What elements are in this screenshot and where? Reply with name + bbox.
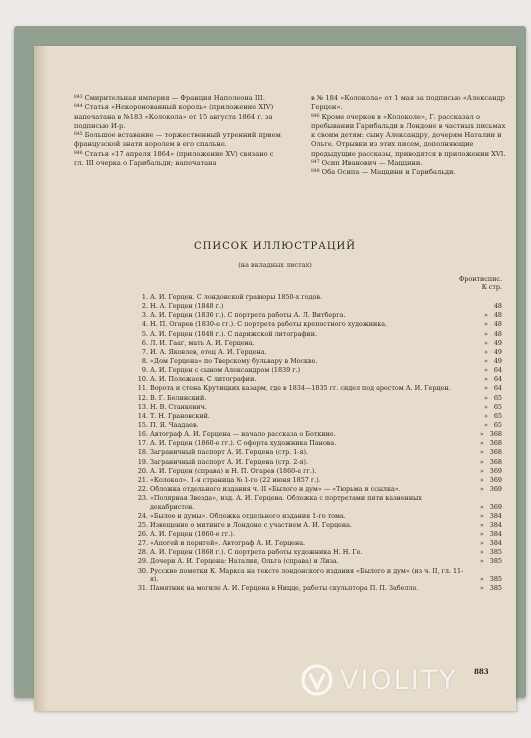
item-page	[468, 357, 502, 365]
item-title: А. И. Герцен с сыном Александром (1839 г.)	[150, 366, 301, 375]
item-page	[468, 311, 502, 319]
list-item	[137, 494, 502, 511]
item-page	[468, 348, 502, 356]
item-page-value: 384	[489, 511, 502, 520]
item-page-value: 384	[489, 529, 502, 538]
item-title: «Апогей и перигей». Автограф А. И. Герцена.	[150, 539, 306, 548]
item-page	[468, 421, 502, 429]
ditto-mark: »	[479, 502, 484, 511]
item-title: А. И. Герцен (1836 г.). С портрета работы А. Л. Витберга.	[150, 311, 346, 320]
list-item	[137, 521, 502, 529]
item-number: 13.	[137, 402, 148, 411]
item-number: 8.	[141, 356, 148, 365]
item-number: 11.	[137, 384, 148, 393]
footnote	[74, 103, 284, 131]
item-number: 3.	[141, 311, 148, 320]
footnote-text: в № 184 «Колокола» от 1 мая за подписью «Александр Герцен».	[311, 94, 505, 112]
item-page-value: 64	[493, 384, 502, 393]
list-item	[137, 339, 502, 347]
item-page	[468, 293, 502, 301]
footnote-number: 843	[74, 95, 83, 100]
item-page	[468, 530, 502, 538]
item-title: «Былое и думы». Обложка отдельного издания 1-го тома.	[150, 511, 346, 520]
item-title: Л. И. Гааг, мать А. И. Герцена.	[150, 338, 255, 347]
item-page	[468, 458, 502, 466]
ditto-mark: »	[483, 338, 488, 347]
item-number: 24.	[137, 511, 148, 520]
ditto-mark: »	[479, 520, 484, 529]
item-page	[468, 521, 502, 529]
item-page	[468, 320, 502, 328]
item-page-value: 368	[489, 430, 502, 439]
list-item	[137, 375, 502, 383]
item-page	[468, 512, 502, 520]
item-page	[468, 430, 502, 438]
item-page-value: 384	[489, 520, 502, 529]
item-page-value: 64	[493, 375, 502, 384]
footnote-text: Статья «17 апреля 1864» (приложение XV) связано с гл. III очерка о Гарибальди; напечатана	[74, 149, 274, 167]
item-page-value: 49	[493, 347, 502, 356]
item-title: В. Г. Белинский.	[150, 393, 207, 402]
list-item	[137, 394, 502, 402]
list-item	[137, 384, 502, 392]
item-page-value: 368	[489, 439, 502, 448]
ditto-mark: »	[479, 475, 484, 484]
item-title: Н. В. Станкевич.	[150, 402, 207, 411]
ditto-mark: »	[479, 484, 484, 493]
ditto-mark: »	[479, 457, 484, 466]
item-title: А. И. Герцен (1860-е гг.).	[150, 529, 235, 538]
ditto-mark: »	[483, 384, 488, 393]
item-page	[468, 503, 502, 511]
list-item	[137, 530, 502, 538]
item-number: 6.	[141, 338, 148, 347]
item-page	[468, 384, 502, 392]
item-page-value: 48	[493, 320, 502, 329]
item-number: 25.	[137, 520, 148, 529]
item-number: 1.	[141, 293, 148, 301]
item-title: Дочери А. И. Герцена: Наталия, Ольга (справа) и Лиза.	[150, 557, 339, 566]
item-number: 30.	[137, 566, 148, 575]
item-number: 2.	[141, 302, 148, 311]
ditto-mark: »	[479, 539, 484, 548]
item-page-value: 385	[489, 584, 502, 593]
item-title: А. И. Герцен (1848 г.). С парижской литографии.	[150, 329, 317, 338]
footnote-number: 847	[311, 159, 320, 165]
item-page	[468, 366, 502, 374]
ditto-mark: »	[483, 356, 488, 365]
ditto-mark: »	[479, 439, 484, 448]
list-item	[137, 311, 502, 319]
list-item	[137, 412, 502, 420]
list-item	[137, 357, 502, 365]
list-item	[137, 548, 502, 556]
item-title: А. И. Герцен. С лондонской гравюры 1850-х годов.	[150, 293, 322, 301]
ditto-mark: »	[479, 448, 484, 457]
item-page	[468, 485, 502, 493]
footnotes-left-column	[74, 94, 284, 168]
ditto-mark: »	[483, 411, 488, 420]
list-item	[137, 448, 502, 456]
ditto-mark: »	[479, 430, 484, 439]
ditto-mark: »	[479, 529, 484, 538]
item-number: 7.	[141, 347, 148, 356]
list-item	[137, 421, 502, 429]
item-page	[468, 584, 502, 592]
footnote	[311, 159, 507, 168]
footnotes-right-column	[311, 94, 507, 177]
page-column-label	[137, 283, 502, 291]
item-page	[468, 548, 502, 556]
list-item	[137, 302, 502, 310]
list-item	[137, 567, 502, 584]
ditto-mark: »	[483, 329, 488, 338]
ditto-mark: »	[483, 375, 488, 384]
item-page-value: 384	[489, 539, 502, 548]
item-number: 23.	[137, 494, 148, 503]
footnote	[311, 168, 507, 177]
item-number: 16.	[137, 430, 148, 439]
ditto-mark: »	[483, 366, 488, 375]
item-page-value: 368	[489, 448, 502, 457]
list-item	[137, 539, 502, 547]
footnote-text: Смирительная империя — Франция Наполеона III.	[84, 94, 265, 102]
footnote	[74, 94, 284, 103]
item-page	[468, 403, 502, 411]
item-title: Памятник на могиле А. И. Герцена в Ницце, работы скульптора П. П. Забелло.	[150, 584, 419, 593]
item-page	[468, 439, 502, 447]
page-subtitle: (на вкладных листах)	[238, 261, 312, 269]
item-number: 18.	[137, 448, 148, 457]
illustrations-list	[137, 293, 502, 593]
list-item	[137, 512, 502, 520]
ditto-mark: »	[479, 584, 484, 593]
item-title: Н. А. Герцен (1848 г.)	[150, 302, 224, 311]
item-page-value: 64	[493, 366, 502, 375]
item-title: А. И. Герцен (1860-е гг.). С офорта художника Панова.	[150, 439, 337, 448]
item-page-value: 65	[493, 411, 502, 420]
ditto-mark: »	[479, 574, 484, 583]
item-title: «Полярная Звезда», изд. А. И. Герцена. Обложка с портретами пяти казненных декабристов.	[150, 494, 422, 511]
list-item	[137, 467, 502, 475]
footnote-number: 848	[311, 169, 320, 174]
footnote	[74, 131, 284, 150]
item-page	[468, 330, 502, 338]
item-page-value: 49	[493, 338, 502, 347]
item-page-value: 369	[489, 502, 502, 511]
item-number: 9.	[141, 366, 148, 375]
item-title: Т. Н. Грановский.	[150, 411, 210, 420]
item-title: «Колокол». 1-я страница № 1-го (22 июня 1857 г.).	[150, 475, 321, 484]
item-title: Извещение о митинге в Лондоне с участием А. И. Герцена.	[150, 520, 352, 529]
item-page-value: 385	[489, 557, 502, 566]
item-number: 4.	[141, 320, 148, 329]
item-page-value: 48	[493, 311, 502, 320]
list-item	[137, 320, 502, 328]
item-number: 20.	[137, 466, 148, 475]
item-page	[468, 575, 502, 583]
item-number: 29.	[137, 557, 148, 566]
item-page-value: 385	[489, 548, 502, 557]
ditto-mark: »	[479, 466, 484, 475]
footnote-text: Статья «Некоронованный король» (приложение XIV) напечатана в №183 «Колокола» от 15 августа 1864 г. за подписью И-р.	[74, 103, 274, 130]
item-number: 14.	[137, 411, 148, 420]
footnote-text: Осип Иванович — Маццини.	[321, 158, 423, 167]
item-page-value: 368	[489, 457, 502, 466]
item-page	[468, 302, 502, 310]
list-item	[137, 293, 502, 301]
item-number: 17.	[137, 439, 148, 448]
page-column-label-text: К стр.	[481, 283, 502, 291]
item-title: Заграничный паспорт А. И. Герцена (стр. 2-я).	[150, 457, 309, 466]
footnote-number: 846	[311, 113, 320, 119]
ditto-mark: »	[483, 402, 488, 411]
item-number: 21.	[137, 475, 148, 484]
footnote-number: 846	[74, 150, 83, 156]
item-number: 26.	[137, 529, 148, 538]
item-title: Н. П. Огарев (1830-е гг.). С портрета работы крепостного художника.	[150, 320, 388, 329]
item-page-value: 385	[489, 574, 502, 583]
ditto-mark: »	[479, 511, 484, 520]
footnote	[74, 150, 284, 169]
list-item	[137, 430, 502, 438]
item-page	[468, 448, 502, 456]
ditto-mark: »	[483, 393, 488, 402]
item-page-value: 48	[493, 329, 502, 338]
item-title: А. И. Герцен (1868 г.). С портрета работы художника Н. Н. Ге.	[150, 548, 363, 557]
footnote	[311, 113, 507, 159]
item-page-value: 48	[493, 302, 502, 311]
footnote-text: Кроме очерков в «Колоколе», Г. рассказал о пребывании Гарибальди в Лондоне в частных письмах к своим детям: сыну Александру, дочерям Наталии и Ольге. Отрывки из этих писем, дополняющие предыдущие рассказы, приводятся в приложении XVI.	[311, 112, 506, 158]
item-title: «Дом Герцена» по Тверскому бульвару в Москве.	[150, 356, 318, 365]
list-item	[137, 403, 502, 411]
item-page-value: 369	[489, 484, 502, 493]
item-page-value: 65	[493, 420, 502, 429]
item-title: И. А. Яковлев, отец А. И. Герцена.	[150, 347, 267, 356]
list-item	[137, 330, 502, 338]
item-number: 19.	[137, 457, 148, 466]
ditto-mark: »	[479, 557, 484, 566]
item-title: П. Я. Чаадаев.	[150, 420, 199, 429]
item-number: 22.	[137, 484, 148, 493]
footnote-number: 844	[74, 104, 83, 110]
ditto-mark: »	[483, 347, 488, 356]
watermark-logo-icon	[300, 663, 334, 697]
item-page	[468, 412, 502, 420]
item-title: А. И. Герцен (справа) и Н. П. Огарев (1860-е гг.).	[150, 466, 317, 475]
item-title: Русские пометки К. Маркса на тексте лондонского издания «Былого и дум» (из ч. II, гл. 11-я).	[150, 566, 464, 583]
ditto-mark: »	[479, 548, 484, 557]
item-page	[468, 339, 502, 347]
list-item	[137, 476, 502, 484]
ditto-mark: »	[483, 320, 488, 329]
footnote	[311, 94, 507, 113]
footnote-text: Оба Осипа — Маццини и Гарибальди.	[321, 168, 456, 176]
list-item	[137, 557, 502, 565]
item-number: 12.	[137, 393, 148, 402]
item-page-value: 65	[493, 402, 502, 411]
item-title: Автограф А. И. Герцена — начало рассказа о Боткине.	[150, 430, 336, 439]
list-item	[137, 485, 502, 493]
item-title: А. И. Полежаев. С литографии.	[150, 375, 257, 384]
item-page-value: 369	[489, 475, 502, 484]
item-title: Заграничный паспорт А. И. Герцена (стр. 1-я).	[150, 448, 309, 457]
page-number: 883	[474, 667, 489, 676]
item-number: 15.	[137, 420, 148, 429]
item-number: 31.	[137, 584, 148, 593]
list-item	[137, 366, 502, 374]
watermark-text: VIOLITY	[340, 664, 458, 696]
frontispiece-label: Фронтиспис.	[458, 275, 502, 283]
book-page	[34, 46, 516, 711]
item-page-value: 49	[493, 356, 502, 365]
item-title: Ворота и стена Крутицких казарм, где в 1834—1835 гг. сидел под арестом А. И. Герцен.	[150, 384, 451, 393]
list-item	[137, 348, 502, 356]
list-item	[137, 458, 502, 466]
item-page	[468, 467, 502, 475]
list-item	[137, 584, 502, 592]
item-page-value: 65	[493, 393, 502, 402]
item-number: 27.	[137, 539, 148, 548]
item-number: 28.	[137, 548, 148, 557]
page-title: СПИСОК ИЛЛЮСТРАЦИЙ	[194, 241, 356, 252]
item-page	[468, 557, 502, 565]
watermark	[300, 663, 458, 697]
item-page	[468, 539, 502, 547]
item-page-value: 369	[489, 466, 502, 475]
ditto-mark: »	[483, 420, 488, 429]
item-page	[468, 394, 502, 402]
item-number: 5.	[141, 329, 148, 338]
list-item	[137, 439, 502, 447]
ditto-mark: »	[483, 311, 488, 320]
footnote-text: Большое вставание — торжественный утренний прием французской знати королем в его спальне.	[74, 131, 281, 149]
footnote-number: 845	[74, 132, 83, 137]
item-number: 10.	[137, 375, 148, 384]
item-page	[468, 375, 502, 383]
item-page	[468, 476, 502, 484]
item-title: Обложка отдельного издания ч. II «Былого и дум» — «Тюрьма и ссылка».	[150, 484, 401, 493]
